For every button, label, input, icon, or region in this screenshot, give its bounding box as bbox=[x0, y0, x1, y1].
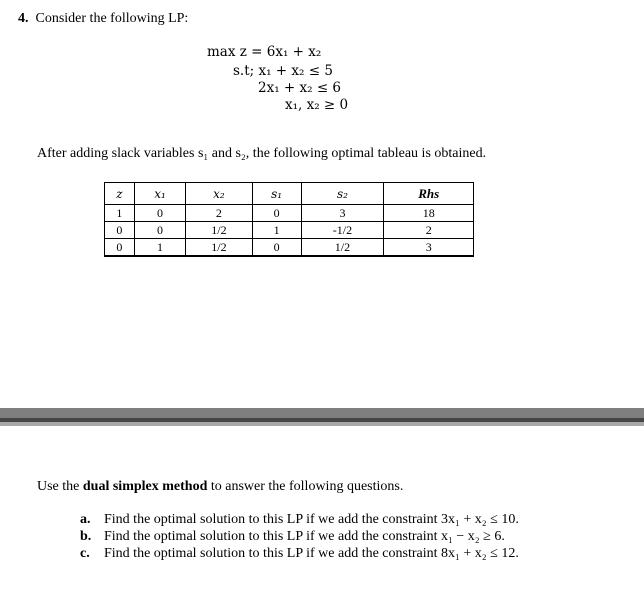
tableau-cell: 0 bbox=[105, 222, 135, 239]
tableau-header: z bbox=[105, 183, 135, 205]
lp-objective: max z = 6x₁ + x₂ bbox=[207, 44, 322, 60]
question-title: Consider the following LP: bbox=[35, 11, 189, 26]
tableau-cell: 1 bbox=[252, 222, 301, 239]
instruction-prefix: Use the bbox=[37, 479, 83, 494]
question-part bbox=[80, 512, 519, 529]
tableau-cell: 0 bbox=[252, 205, 301, 222]
tableau-cell: 1/2 bbox=[186, 222, 253, 239]
tableau-row bbox=[105, 239, 474, 257]
part-text: Find the optimal solution to this LP if we add the constraint 8x₁ + x₂ ≤ 12. bbox=[104, 546, 519, 561]
tableau-cell: 2 bbox=[384, 222, 474, 239]
tableau-cell: 0 bbox=[134, 205, 185, 222]
question-part bbox=[80, 529, 519, 546]
intro-text: After adding slack variables s₁ and s₂, the following optimal tableau is obtained. bbox=[37, 146, 487, 161]
tableau-cell: 2 bbox=[186, 205, 253, 222]
question-part bbox=[80, 546, 519, 563]
tableau-header: x₁ bbox=[134, 183, 185, 205]
part-label: b. bbox=[80, 529, 92, 544]
tableau-header: x₂ bbox=[186, 183, 253, 205]
instruction-method: dual simplex method bbox=[82, 479, 208, 494]
question-heading bbox=[18, 11, 188, 27]
instruction-text bbox=[37, 479, 403, 495]
tableau-cell: 18 bbox=[384, 205, 474, 222]
part-text: Find the optimal solution to this LP if we add the constraint x₁ − x₂ ≥ 6. bbox=[104, 529, 505, 544]
part-label: c. bbox=[80, 546, 90, 561]
tableau-row bbox=[105, 222, 474, 239]
optimal-tableau bbox=[104, 182, 474, 257]
tableau-cell: -1/2 bbox=[301, 222, 384, 239]
tableau-header: Rhs bbox=[384, 183, 474, 205]
tableau-cell: 0 bbox=[134, 222, 185, 239]
page-divider-band bbox=[0, 408, 644, 418]
tableau-cell: 1/2 bbox=[186, 239, 253, 257]
lp-nonnegativity: x₁, x₂ ≥ 0 bbox=[285, 97, 349, 113]
tableau-header: s₁ bbox=[252, 183, 301, 205]
tableau-cell: 0 bbox=[252, 239, 301, 257]
tableau-cell: 1 bbox=[105, 205, 135, 222]
lp-constraint-2: 2x₁ + x₂ ≤ 6 bbox=[258, 80, 342, 96]
tableau-header-row bbox=[105, 183, 474, 205]
question-number: 4. bbox=[18, 11, 29, 26]
page-divider-band-light bbox=[0, 422, 644, 426]
tableau-row bbox=[105, 205, 474, 222]
tableau-cell: 0 bbox=[105, 239, 135, 257]
part-label: a. bbox=[80, 512, 91, 527]
tableau-cell: 3 bbox=[301, 205, 384, 222]
question-parts-list bbox=[80, 512, 519, 563]
tableau-cell: 1 bbox=[134, 239, 185, 257]
lp-constraint-1: s.t; x₁ + x₂ ≤ 5 bbox=[233, 63, 333, 79]
part-text: Find the optimal solution to this LP if we add the constraint 3x₁ + x₂ ≤ 10. bbox=[104, 512, 519, 527]
tableau-header: s₂ bbox=[301, 183, 384, 205]
tableau-cell: 1/2 bbox=[301, 239, 384, 257]
instruction-suffix: to answer the following questions. bbox=[207, 479, 404, 494]
tableau-cell: 3 bbox=[384, 239, 474, 257]
